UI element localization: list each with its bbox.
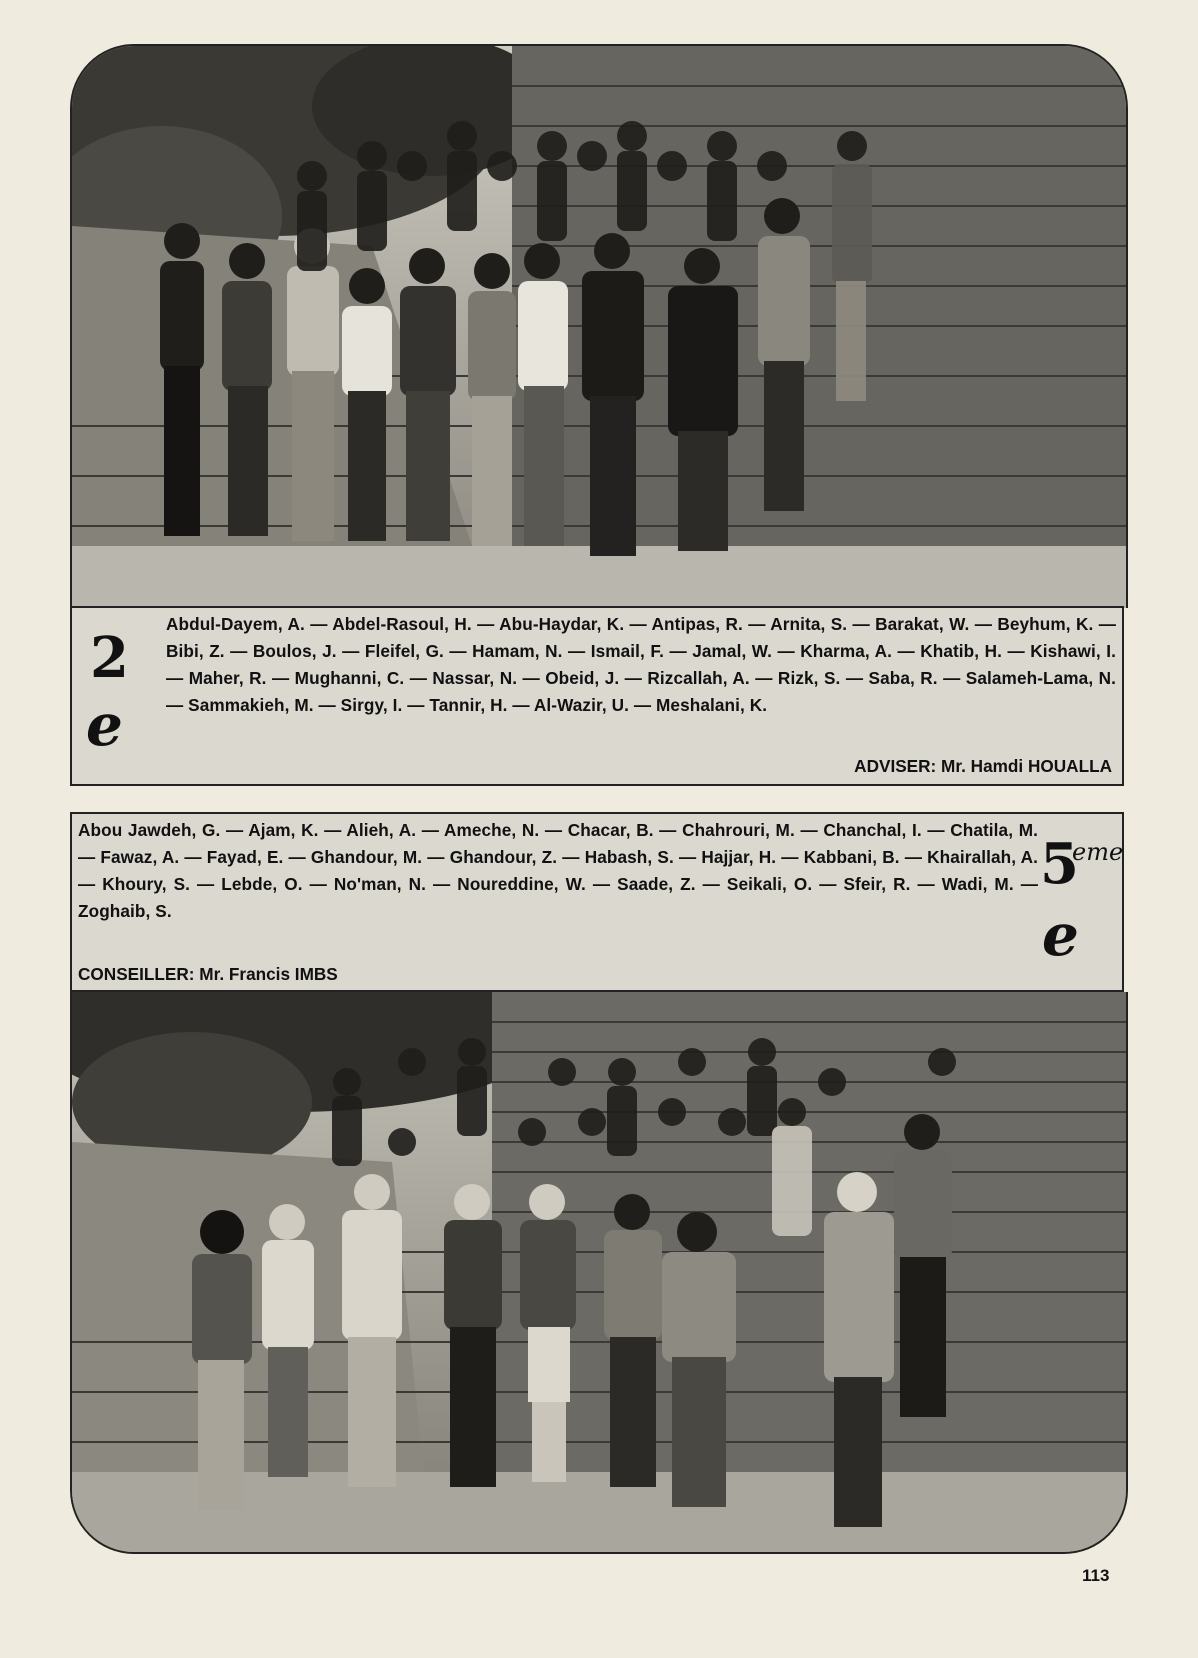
adviser-label: CONSEILLER: Mr. Francis IMBS bbox=[78, 964, 338, 984]
class-badge-suffix: eme bbox=[1072, 838, 1124, 866]
class-badge-letter: e bbox=[1042, 901, 1079, 969]
class-photo-bottom bbox=[70, 992, 1128, 1554]
student-names-list: Abou Jawdeh, G. — Ajam, K. — Alieh, A. — Ameche, N. — Chacar, B. — Chahrouri, M. — Chanchal, I. — Chatila, M. — Fawaz, A. — Fayad, E. — Ghandour, M. — Ghandour, Z. — Habash, S. — Hajjar, H. — Kabbani, B. — Khairallah, A. — Khoury, S. — Lebde, O. — No'man, N. — Noureddine, W. — Saade, Z. — Seikali, O. — Sfeir, R. — Wadi, M. — Zoghaib, S. bbox=[78, 820, 1038, 921]
class-badge-number: 5 bbox=[1040, 831, 1079, 897]
page-number: 113 bbox=[1082, 1566, 1110, 1585]
class-photo-bottom-image bbox=[72, 992, 1126, 1552]
class-photo-top bbox=[70, 44, 1128, 608]
class-badge-letter: e bbox=[86, 691, 123, 759]
class-photo-top-image bbox=[72, 46, 1126, 608]
student-names-list: Abdul-Dayem, A. — Abdel-Rasoul, H. — Abu-Haydar, K. — Antipas, R. — Arnita, S. — Barakat, W. — Beyhum, K. — Bibi, Z. — Boulos, J. — Fleifel, G. — Hamam, N. — Ismail, F. — Jamal, W. — Kharma, A. — Khatib, H. — Kishawi, I. — Maher, R. — Mughanni, C. — Nassar, N. — Obeid, J. — Rizcallah, A. — Rizk, S. — Saba, R. — Salameh-Lama, N. — Sammakieh, M. — Sirgy, I. — Tannir, H. — Al-Wazir, U. — Meshalani, K. bbox=[166, 614, 1116, 715]
class-badge-number: 2 bbox=[90, 625, 129, 691]
caption-panel-top bbox=[70, 606, 1124, 786]
caption-panel-bottom bbox=[70, 812, 1124, 992]
adviser-label: ADVISER: Mr. Hamdi HOUALLA bbox=[854, 756, 1112, 776]
